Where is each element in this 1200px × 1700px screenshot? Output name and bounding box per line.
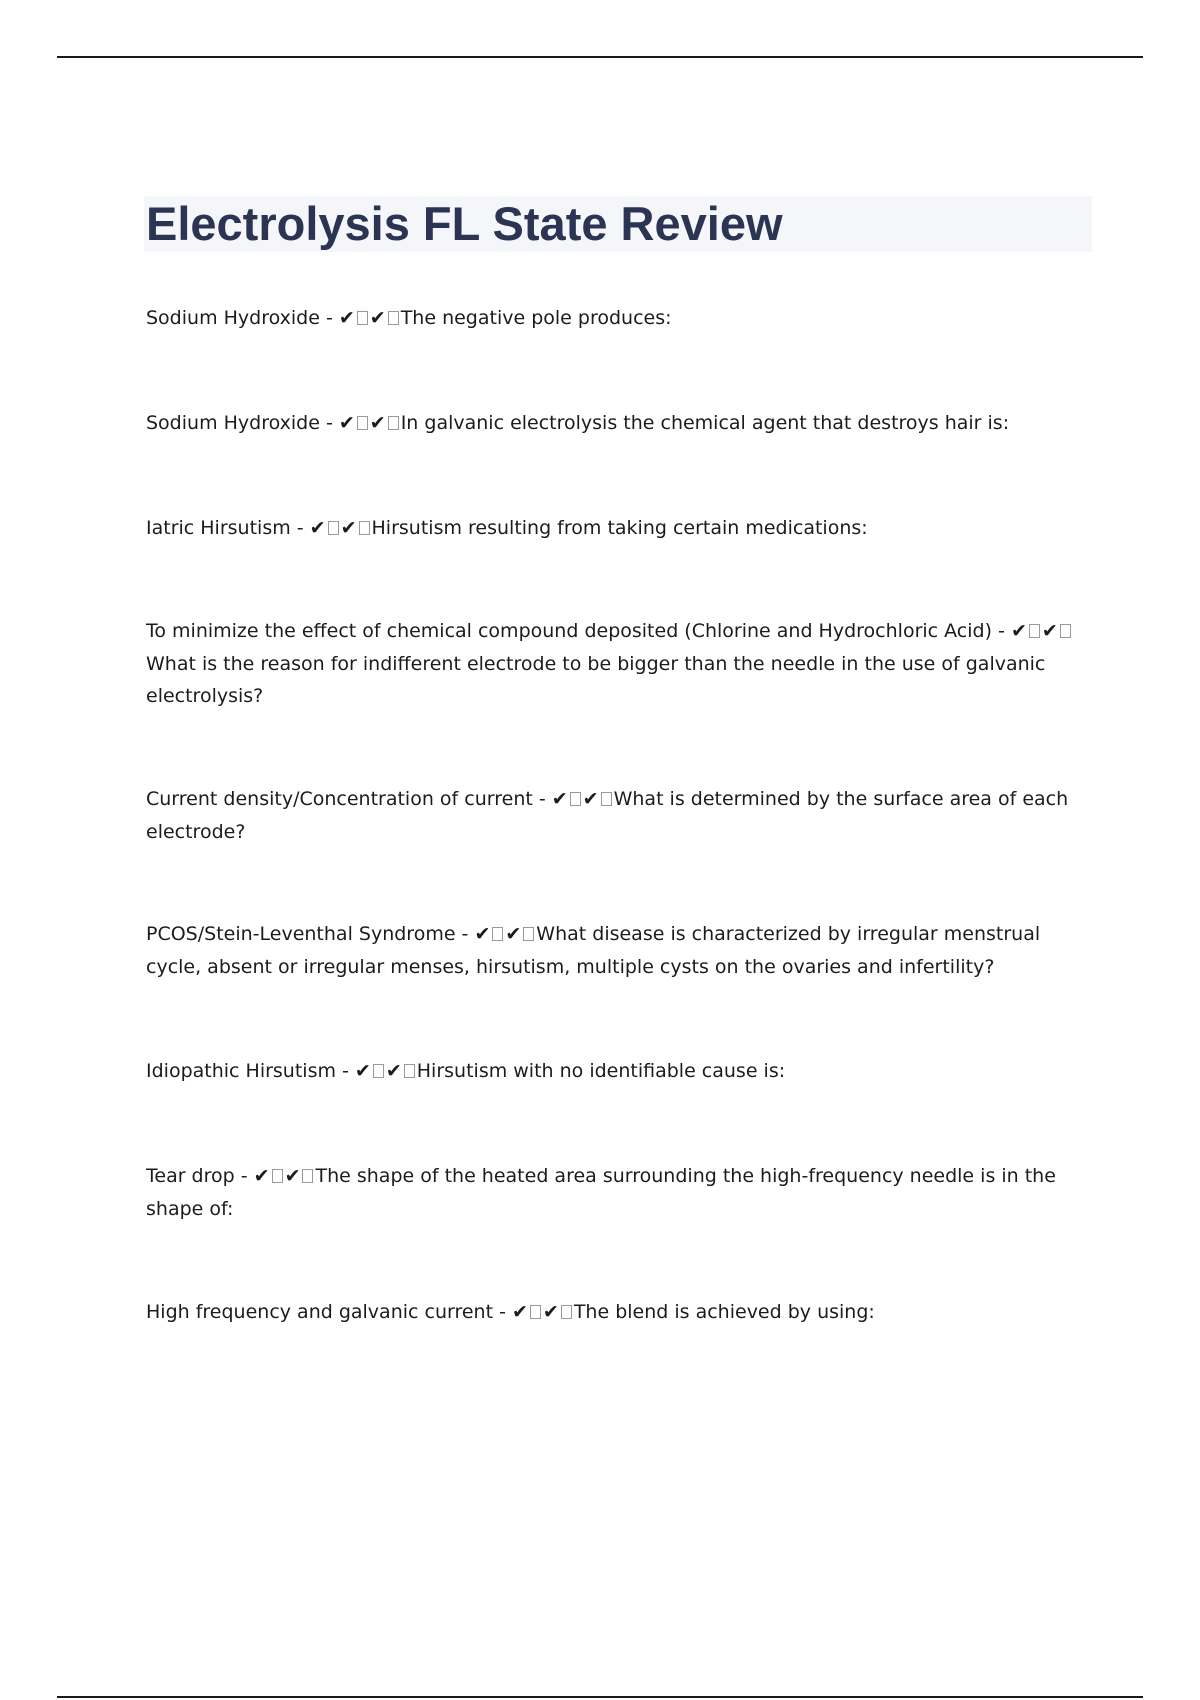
card-term: Sodium Hydroxide [146, 412, 320, 434]
missing-glyph-box-icon [523, 927, 534, 941]
check-icon: ✔ [354, 1060, 371, 1082]
card-term: To minimize the effect of chemical compound deposited (Chlorine and Hydrochloric Acid) [146, 620, 993, 642]
check-icon: ✔ [253, 1165, 270, 1187]
missing-glyph-box-icon [570, 792, 581, 806]
missing-glyph-box-icon [359, 521, 370, 535]
missing-glyph-box-icon [357, 311, 368, 325]
flashcard: Iatric Hirsutism - ✔ ✔ Hirsutism resulting from taking certain medications: [146, 517, 868, 539]
flashcard: Sodium Hydroxide - ✔ ✔ The negative pole produces: [146, 307, 672, 329]
flashcard: Sodium Hydroxide - ✔ ✔ In galvanic electrolysis the chemical agent that destroys hair is: [146, 412, 1010, 434]
card-term: PCOS/Stein-Leventhal Syndrome [146, 923, 456, 945]
check-icon: ✔ [511, 1301, 528, 1323]
check-icon: ✔ [369, 307, 386, 329]
card-definition: In galvanic electrolysis the chemical agent that destroys hair is: [400, 412, 1010, 434]
missing-glyph-box-icon [492, 927, 503, 941]
missing-glyph-box-icon [272, 1169, 283, 1183]
check-icon: ✔ [551, 788, 568, 810]
check-icon: ✔ [338, 412, 355, 434]
flashcard: PCOS/Stein-Leventhal Syndrome - ✔ ✔ What disease is characterized by irregular menstrual cycle, absent or irregular menses, hirsutism, multiple cysts on the ovaries and infertility? [146, 923, 1041, 978]
missing-glyph-box-icon [302, 1169, 313, 1183]
missing-glyph-box-icon [601, 792, 612, 806]
missing-glyph-box-icon [388, 311, 399, 325]
document-title: Electrolysis FL State Review [146, 197, 783, 250]
missing-glyph-box-icon [373, 1064, 384, 1078]
top-rule [57, 56, 1143, 58]
bottom-rule [57, 1696, 1143, 1698]
card-definition: Hirsutism resulting from taking certain medications: [371, 517, 868, 539]
check-icon: ✔ [385, 1060, 402, 1082]
card-term: Idiopathic Hirsutism [146, 1060, 336, 1082]
card-definition: Hirsutism with no identifiable cause is: [416, 1060, 786, 1082]
missing-glyph-box-icon [388, 416, 399, 430]
flashcard: High frequency and galvanic current - ✔ ✔ The blend is achieved by using: [146, 1301, 875, 1323]
card-term: Tear drop [146, 1165, 235, 1187]
missing-glyph-box-icon [404, 1064, 415, 1078]
check-icon: ✔ [582, 788, 599, 810]
flashcard: To minimize the effect of chemical compound deposited (Chlorine and Hydrochloric Acid) - ✔ ✔What is the reason for indifferent electrode to be bigger than the needle in the use of galvanic electrolysis? [146, 615, 1096, 713]
missing-glyph-box-icon [1060, 624, 1071, 638]
check-icon: ✔ [369, 412, 386, 434]
card-term: High frequency and galvanic current [146, 1301, 494, 1323]
missing-glyph-box-icon [530, 1305, 541, 1319]
card-term: Current density/Concentration of current [146, 788, 533, 810]
missing-glyph-box-icon [328, 521, 339, 535]
check-icon: ✔ [338, 307, 355, 329]
card-definition: The negative pole produces: [400, 307, 672, 329]
check-icon: ✔ [474, 923, 491, 945]
missing-glyph-box-icon [561, 1305, 572, 1319]
check-icon: ✔ [309, 517, 326, 539]
card-definition: What is the reason for indifferent electrode to be bigger than the needle in the use of galvanic electrolysis? [146, 652, 1046, 707]
missing-glyph-box-icon [357, 416, 368, 430]
missing-glyph-box-icon [1029, 624, 1040, 638]
check-icon: ✔ [1041, 620, 1058, 642]
flashcard: Idiopathic Hirsutism - ✔ ✔ Hirsutism with no identifiable cause is: [146, 1060, 786, 1082]
check-icon: ✔ [340, 517, 357, 539]
check-icon: ✔ [1010, 620, 1027, 642]
check-icon: ✔ [505, 923, 522, 945]
card-definition: What is determined by the surface area of each electrode? [146, 788, 1069, 843]
card-term: Sodium Hydroxide [146, 307, 320, 329]
card-definition: The shape of the heated area surrounding the high-frequency needle is in the shape of: [146, 1165, 1056, 1220]
check-icon: ✔ [284, 1165, 301, 1187]
card-definition: The blend is achieved by using: [573, 1301, 875, 1323]
card-term: Iatric Hirsutism [146, 517, 291, 539]
flashcard: Current density/Concentration of current - ✔ ✔ What is determined by the surface area of each electrode? [146, 788, 1069, 843]
card-definition: What disease is characterized by irregular menstrual cycle, absent or irregular menses, hirsutism, multiple cysts on the ovaries and infertility? [146, 923, 1041, 978]
flashcard: Tear drop - ✔ ✔ The shape of the heated area surrounding the high-frequency needle is in the shape of: [146, 1165, 1056, 1220]
check-icon: ✔ [542, 1301, 559, 1323]
